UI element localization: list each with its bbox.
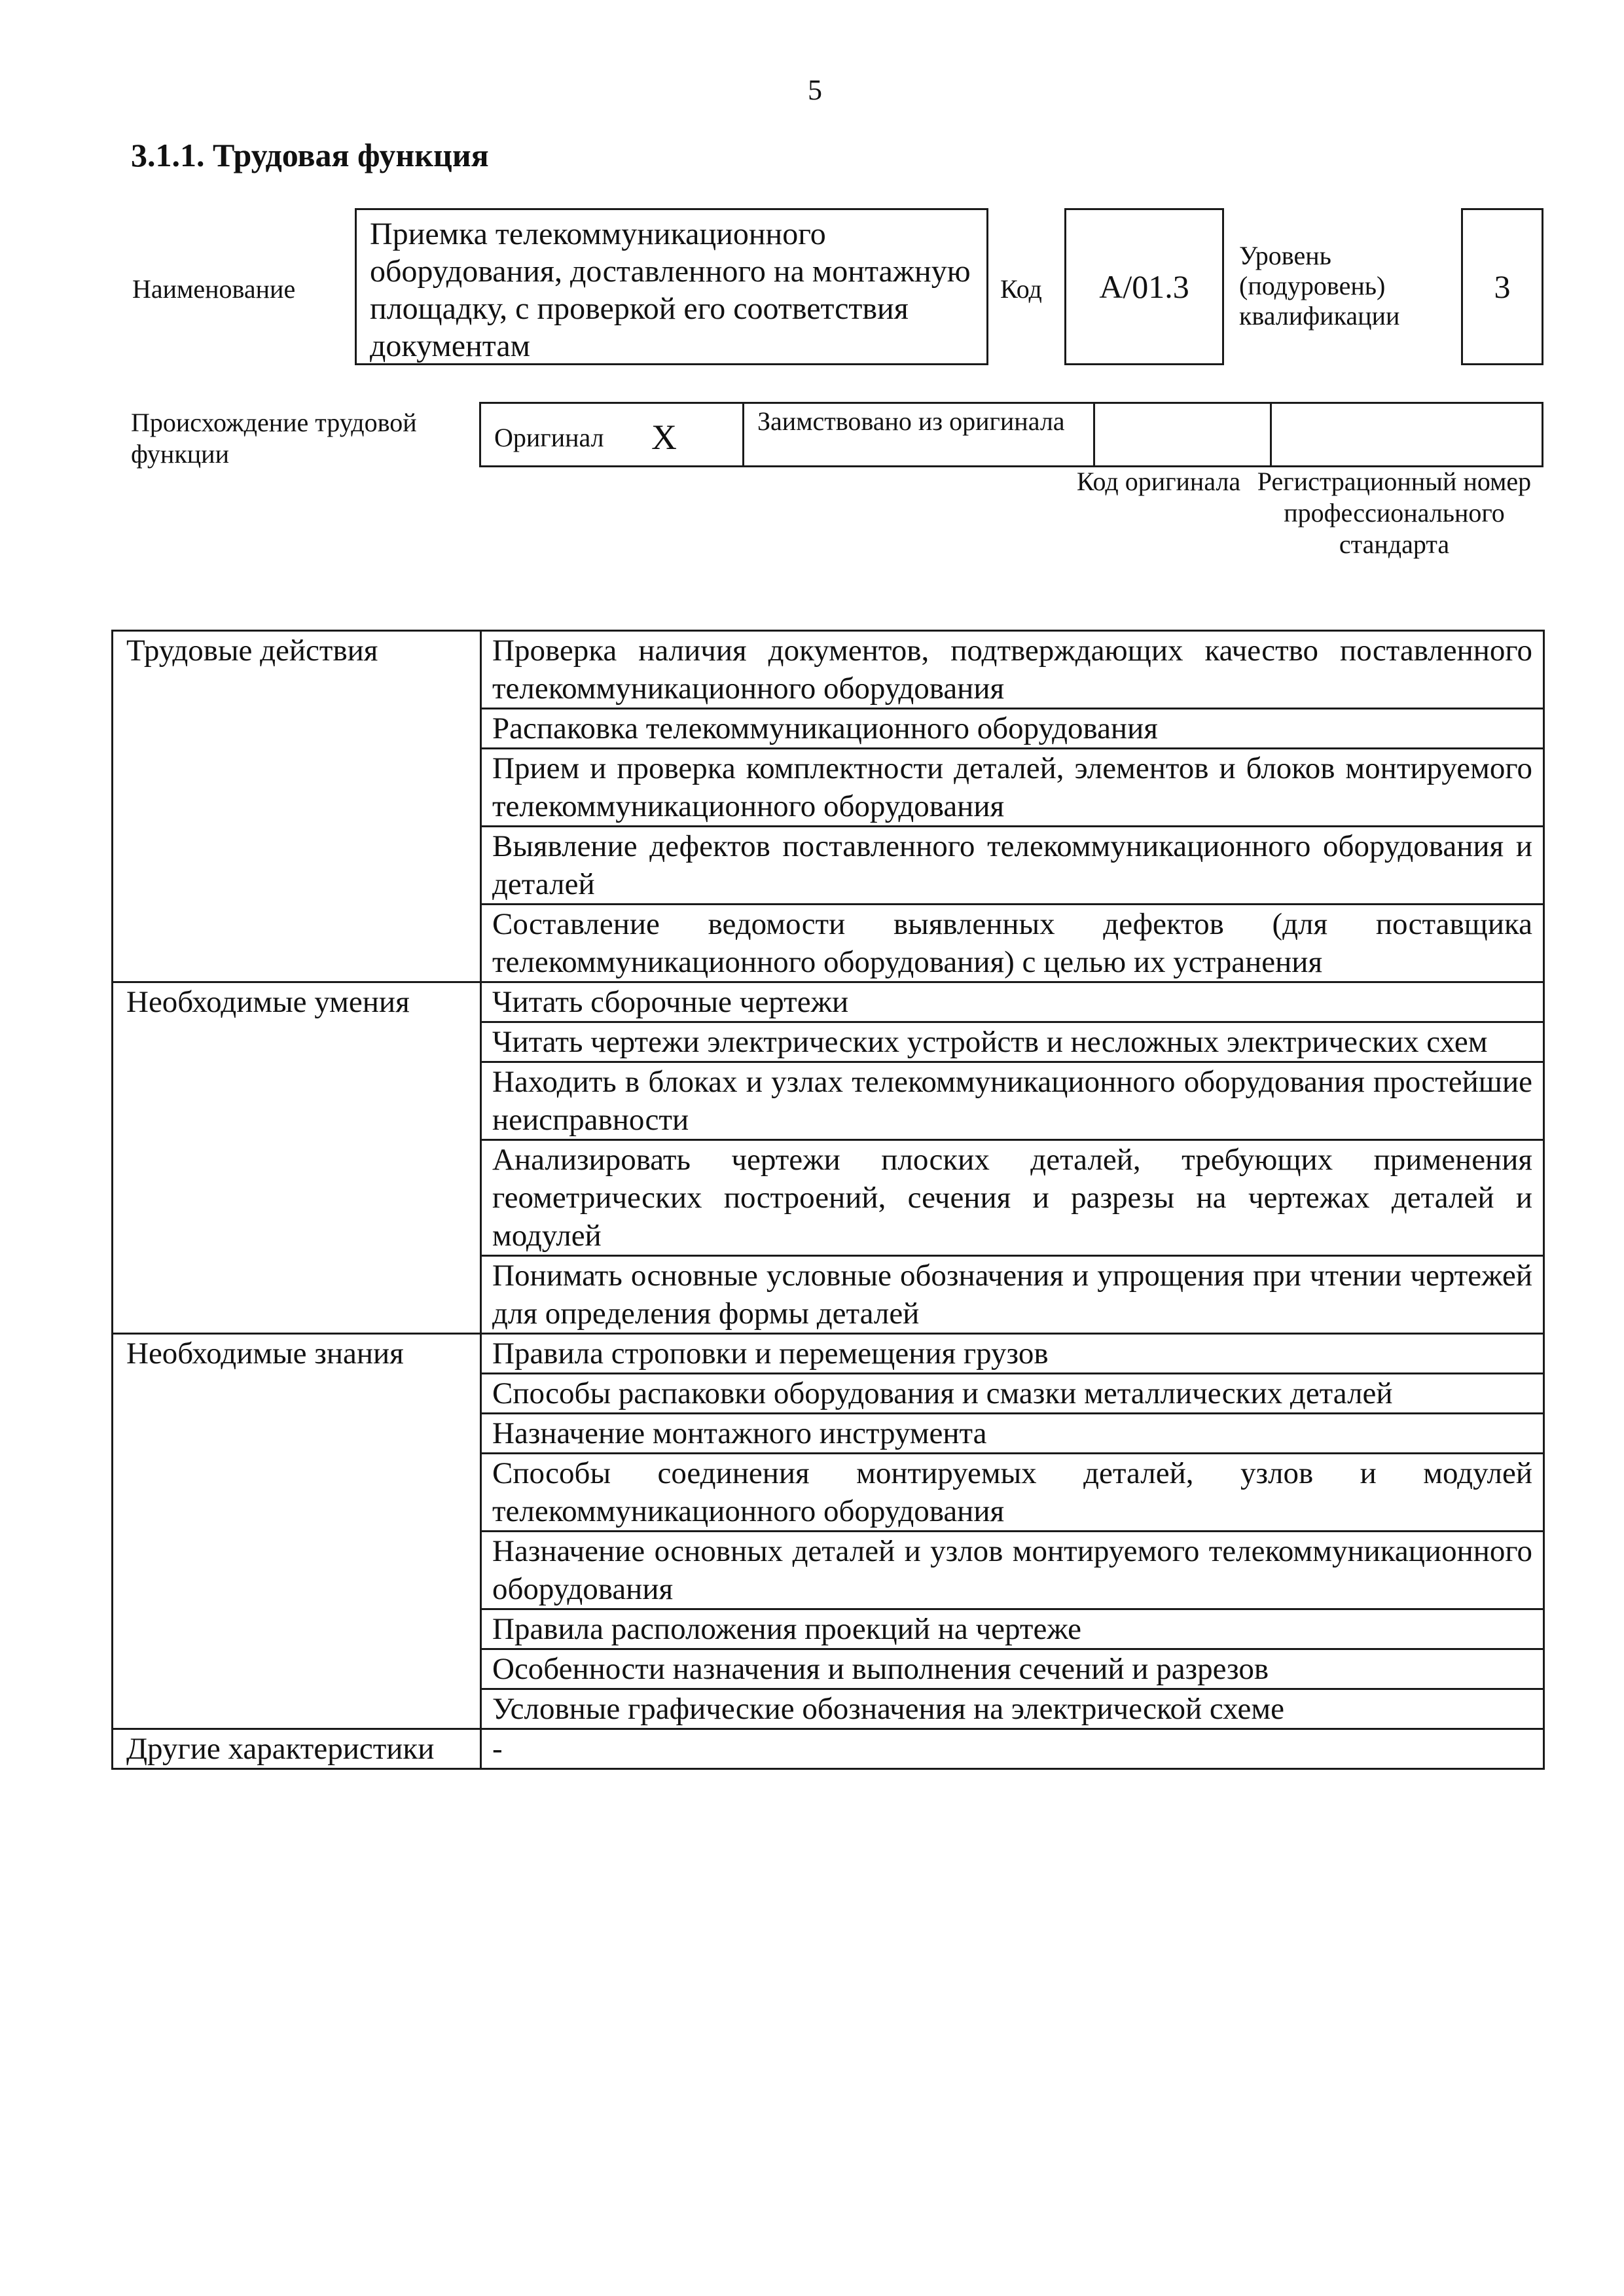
- name-label: Наименование: [132, 274, 296, 304]
- row-heading: Необходимые знания: [113, 1334, 481, 1729]
- row-item: Условные графические обозначения на электрической схеме: [481, 1689, 1544, 1729]
- code-label: Код: [1000, 274, 1042, 304]
- row-item: Способы распаковки оборудования и смазки металлических деталей: [481, 1374, 1544, 1414]
- row-heading: Трудовые действия: [113, 631, 481, 982]
- row-item: Анализировать чертежи плоских деталей, требующих применения геометрических построений, сечения и разрезы на чертежах деталей и модулей: [481, 1140, 1544, 1256]
- labor-function-table: [111, 630, 1545, 1770]
- section-title: 3.1.1. Трудовая функция: [131, 137, 489, 173]
- original-mark: X: [651, 418, 677, 457]
- table-row: [113, 982, 1544, 1022]
- qualification-level-box: 3: [1461, 208, 1543, 365]
- function-name-box: Приемка телекоммуникационного оборудования, доставленного на монтажную площадку, с проверкой его соответствия документам: [355, 208, 988, 365]
- table-row: [113, 631, 1544, 709]
- row-heading: Другие характеристики: [113, 1729, 481, 1769]
- row-item: Способы соединения монтируемых деталей, узлов и модулей телекоммуникационного оборудования: [481, 1454, 1544, 1532]
- row-item: Понимать основные условные обозначения и упрощения при чтении чертежей для определения формы деталей: [481, 1256, 1544, 1334]
- original-code-caption: Код оригинала: [1076, 467, 1241, 496]
- row-item: -: [481, 1729, 1544, 1769]
- origin-label: Происхождение трудовой функции: [131, 408, 417, 469]
- row-item: Правила расположения проекций на чертеже: [481, 1609, 1544, 1649]
- page-number: 5: [808, 74, 822, 106]
- row-heading: Необходимые умения: [113, 982, 481, 1334]
- origin-reg-cell: [1272, 404, 1542, 465]
- row-item: Находить в блоках и узлах телекоммуникационного оборудования простейшие неисправности: [481, 1062, 1544, 1140]
- row-item: Распаковка телекоммуникационного оборудования: [481, 709, 1544, 749]
- row-item: Правила строповки и перемещения грузов: [481, 1334, 1544, 1374]
- qualification-level-label: Уровень (подуровень) квалификации: [1239, 241, 1400, 331]
- borrowed-label: Заимствовано из оригинала: [757, 406, 1065, 436]
- original-label: Оригинал: [494, 423, 604, 452]
- row-item: Читать сборочные чертежи: [481, 982, 1544, 1022]
- code-box: А/01.3: [1064, 208, 1224, 365]
- table-row: [113, 1729, 1544, 1769]
- registration-number-caption: Регистрационный номер профессионального стандарта: [1257, 467, 1532, 559]
- row-item: Назначение монтажного инструмента: [481, 1414, 1544, 1454]
- row-item: Особенности назначения и выполнения сечений и разрезов: [481, 1649, 1544, 1689]
- row-item: Проверка наличия документов, подтверждающих качество поставленного телекоммуникационного оборудования: [481, 631, 1544, 709]
- row-item: Назначение основных деталей и узлов монтируемого телекоммуникационного оборудования: [481, 1532, 1544, 1609]
- origin-code-cell: [1095, 404, 1272, 465]
- row-item: Читать чертежи электрических устройств и несложных электрических схем: [481, 1022, 1544, 1062]
- table-row: [113, 1334, 1544, 1374]
- origin-row: [479, 402, 1543, 467]
- row-item: Составление ведомости выявленных дефектов (для поставщика телекоммуникационного оборудования) с целью их устранения: [481, 905, 1544, 982]
- row-item: Выявление дефектов поставленного телекоммуникационного оборудования и деталей: [481, 827, 1544, 905]
- origin-original-cell: [481, 404, 744, 465]
- row-item: Прием и проверка комплектности деталей, элементов и блоков монтируемого телекоммуникационного оборудования: [481, 749, 1544, 827]
